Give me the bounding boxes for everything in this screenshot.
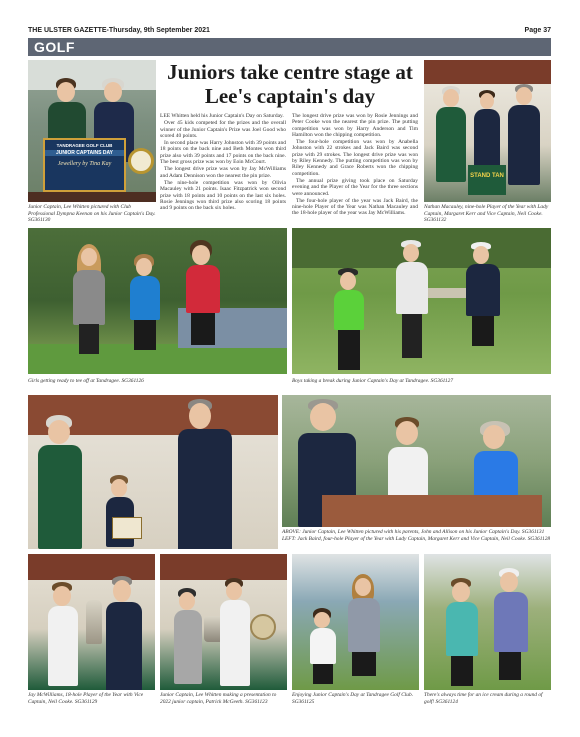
tandragee-banner — [468, 165, 506, 195]
trophy-icon — [86, 600, 102, 644]
masthead-date: THE ULSTER GAZETTE-Thursday, 9th September 2021 — [28, 27, 210, 34]
col2-p4: The four-hole player of the year was Jack Baird, the nine-hole Player of the Year was Nathan Macauley and the 18-hole player of the year was Jay McWilliams. — [292, 197, 418, 217]
col1-p3: In second place was Harry Johnston with 39 points and 18 points on the back nine and Beth Montes won third prize also with 39 points and 17 points on the back nine. The best gross prize was won by Eoin McCourt. — [160, 140, 286, 166]
col2-p3: The annual prize giving took place on Saturday evening and the Player of the Year for the three sections were announced. — [292, 177, 418, 197]
photo-nathan-macauley — [424, 60, 551, 202]
banner-text: STAND TAN — [470, 173, 504, 179]
trophy-plaque-icon — [112, 517, 142, 539]
photo-jay-mcwilliams — [28, 554, 155, 690]
caption-left: LEFT: Jack Baird, four-hole Player of the Year with Lady Captain, Margaret Kerr and Vice Captain, Neil Cooke. SG361128 — [282, 535, 551, 542]
caption-above: ABOVE: Junior Captain, Lee Whitten pictured with his parents, John and Allison on his Junior Captain's Day. SG361131 — [282, 529, 545, 535]
col1-p1: LEE Whitten held his Junior Captain's Day on Saturday. — [160, 113, 284, 119]
sign-sponsor: Jewellery by Tina Kay — [57, 161, 112, 167]
col2-p2: The four-hole competition was won by Anabella Johnston with 22 strokes and Jack Baird was second prize with 29 strokes. The longest drive prize was won by Riley Kennedy. The putting competition was won by Riley Kennedy and Grace Roberts won the chipping competition. — [292, 139, 418, 177]
salver-icon — [250, 614, 276, 640]
page-number: Page 37 — [524, 27, 551, 34]
article-headline: Juniors take centre stage at Lee's captain's day — [167, 60, 413, 108]
photo-jack-baird — [28, 395, 278, 549]
caption-girls-tee-off: Girls getting ready to tee off at Tandragee. SG361126 — [28, 378, 144, 384]
photo-enjoying-day — [292, 554, 419, 690]
article-column-2 — [292, 113, 418, 218]
caption-lee-with-parents — [282, 529, 551, 542]
col1-p2: Over 45 kids competed for the prizes and the overall winner of the Junior Captain's Prize was Joel Good who scored 40 points. — [160, 120, 286, 139]
caption-jay-mcwilliams: Jay McWilliams, 18-hole Player of the Year with Vice Captain, Neil Cooke. SG361129 — [28, 692, 144, 705]
photo-captain-with-pro — [28, 60, 156, 202]
col1-p4: The longest drive prize was won by Jay McWilliams and Adam Dennison won the nearest the pin prize. — [160, 166, 286, 179]
caption-boys-break: Boys taking a break during Junior Captain's Day at Tandragee. SG361127 — [292, 378, 454, 384]
photo-presentation-patrick — [160, 554, 287, 690]
photo-ice-cream — [424, 554, 551, 690]
col1-p5: The nine-hole competition was won by Olivia Macauley with 21 points. Isaac Fitzpatrick won second prize with 18 points and 10 points on the last six holes. Rosie Jennings won third prize also scoring 18 points and 9 points on the back six holes. — [160, 179, 286, 212]
photo-girls-tee-off — [28, 228, 287, 374]
junior-captains-day-sign — [43, 138, 126, 192]
photo-boys-break — [292, 228, 551, 374]
masthead — [28, 26, 551, 37]
article-column-1 — [160, 113, 286, 212]
caption-ice-cream: There's always time for an ice cream during a round of golf! SG361124 — [424, 692, 543, 705]
sign-club: TANDRAGEE GOLF CLUB — [56, 143, 113, 148]
caption-presentation-patrick: Junior Captain, Lee Whitten making a presentation to 2022 junior captain, Patrick McGeeth. SG361123 — [160, 692, 277, 705]
section-title: GOLF — [34, 39, 75, 55]
caption-captain-with-pro: Junior Captain, Lee Whitten pictured with Club Professional Dympna Keenan on his Junior Captain's Day. SG361130 — [28, 204, 156, 224]
caption-enjoying-day: Enjoying Junior Captain's Day at Tandragee Golf Club. SG361125 — [292, 692, 414, 705]
photo-lee-with-parents — [282, 395, 551, 527]
sign-title: JUNIOR CAPTAINS DAY — [45, 150, 124, 156]
clock-icon — [128, 148, 154, 174]
caption-nathan-macauley: Nathan Macauley, nine-hole Player of the Year with Lady Captain, Margaret Kerr and Vice Captain, Neil Cooke. SG361132 — [424, 204, 549, 224]
section-bar — [28, 38, 551, 56]
col2-p1: The longest drive prize was won by Rosie Jennings and Peter Cooke won the nearest the pin prize. The putting competition was won by Harry Anderson and Tim Hamilton won the chipping competition. — [292, 113, 418, 138]
